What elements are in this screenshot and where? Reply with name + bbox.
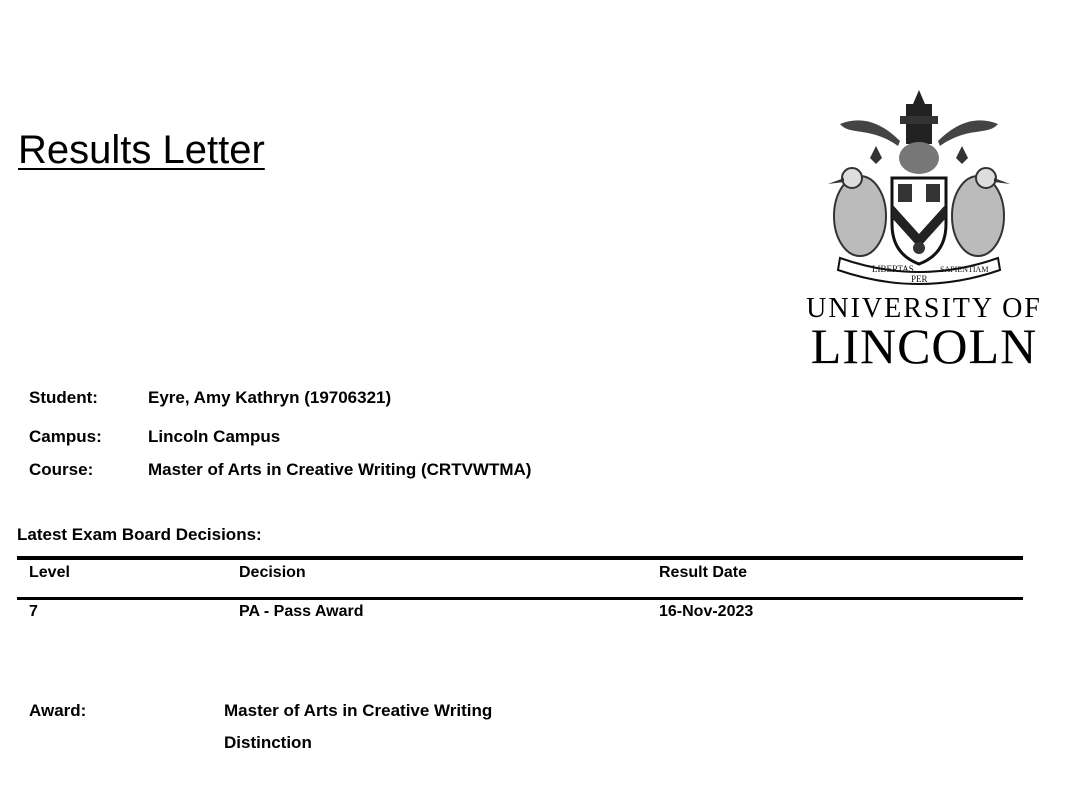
column-header-result-date: Result Date <box>659 564 748 581</box>
course-label: Course: <box>29 460 94 479</box>
table-cell-level: 7 <box>29 603 38 620</box>
table-rule-top <box>17 556 1023 560</box>
motto-right: SAPIENTIAM <box>940 265 989 274</box>
motto-center: PER <box>911 274 928 284</box>
campus-label: Campus: <box>29 427 102 446</box>
campus-value: Lincoln Campus <box>148 427 281 446</box>
university-name-line2: LINCOLN <box>810 318 1038 374</box>
column-header-decision: Decision <box>239 564 306 581</box>
award-name: Master of Arts in Creative Writing <box>224 701 493 720</box>
award-label: Award: <box>29 701 87 720</box>
course-value: Master of Arts in Creative Writing (CRTVWTMA) <box>148 460 532 479</box>
table-cell-result-date: 16-Nov-2023 <box>659 603 754 620</box>
table-rule-header <box>17 597 1023 600</box>
document-title: Results Letter <box>18 128 265 172</box>
exam-board-heading: Latest Exam Board Decisions: <box>17 525 262 544</box>
student-value: Eyre, Amy Kathryn (19706321) <box>148 388 392 407</box>
student-label: Student: <box>29 388 98 407</box>
coat-of-arms-icon <box>810 86 1030 286</box>
university-name-line1: UNIVERSITY OF <box>806 293 1042 324</box>
column-header-level: Level <box>29 564 70 581</box>
table-cell-decision: PA - Pass Award <box>239 603 364 620</box>
award-classification: Distinction <box>224 733 312 752</box>
motto-left: LIBERTAS <box>872 264 914 274</box>
